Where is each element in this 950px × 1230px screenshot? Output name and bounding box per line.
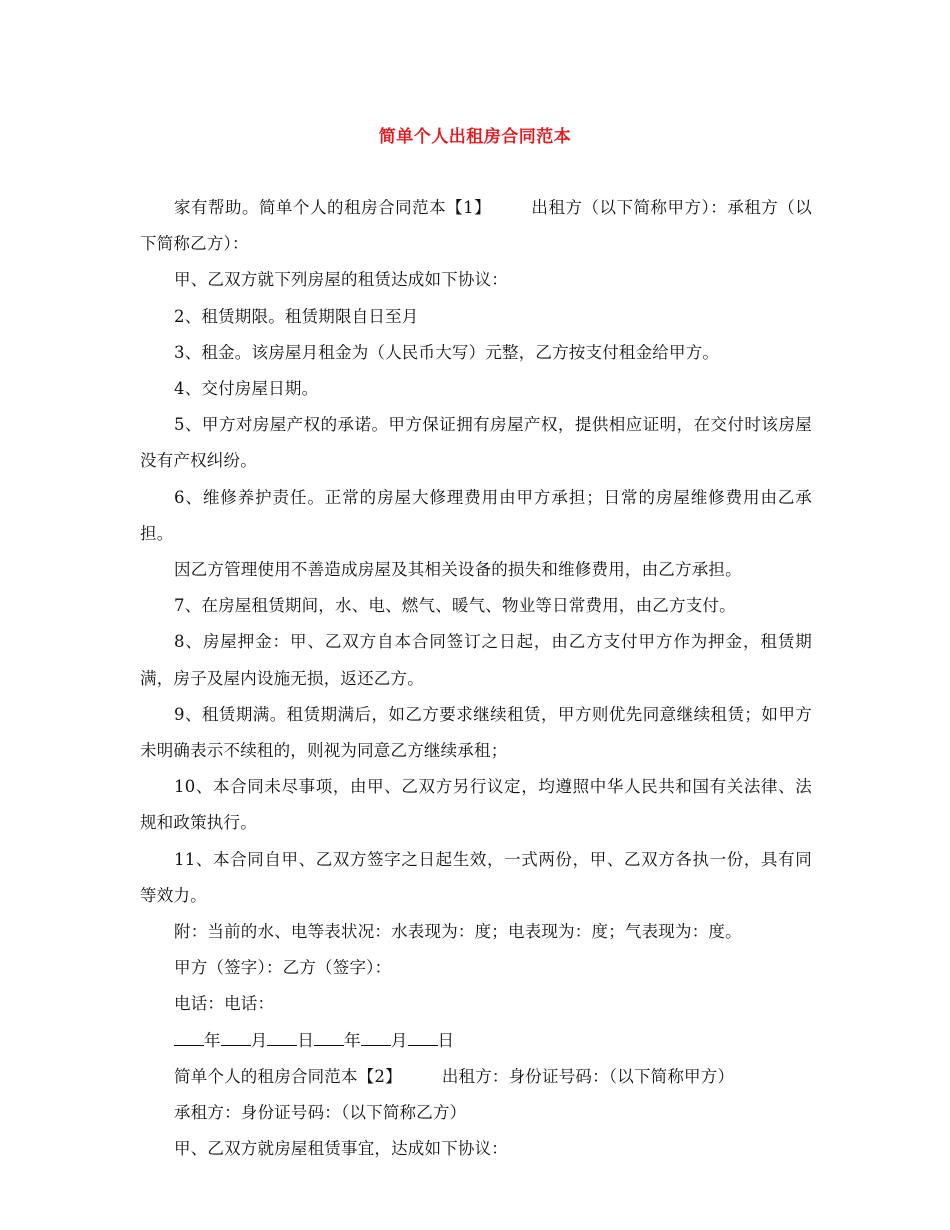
paragraph-delivery-date: 4、交付房屋日期。 [174,379,319,399]
blank-line [174,1029,204,1046]
paragraph-rent: 3、租金。该房屋月租金为（人民币大写）元整，乙方按支付租金给甲方。 [174,342,720,362]
paragraph-expiry: 9、租赁期满。租赁期满后，如乙方要求继续租赁，甲方则优先同意继续租赁；如甲方未明确表示不续租的，则视为同意乙方继续承租； [140,704,812,761]
document-title: 简单个人出租房合同范本 [378,127,572,147]
paragraph-intro [140,190,812,262]
date-year-label: 年 [344,1030,361,1050]
date-month-label: 月 [250,1030,268,1050]
date-day-label: 日 [437,1030,455,1050]
paragraph-dates [140,1023,812,1059]
blank-line [221,1029,251,1046]
date-month-label: 月 [390,1030,408,1050]
paragraph-agreement: 甲、乙双方就下列房屋的租赁达成如下协议： [174,270,508,290]
paragraph-term: 2、租赁期限。租赁期限自日至月 [174,306,419,326]
paragraph-damage: 因乙方管理使用不善造成房屋及其相关设备的损失和维修费用，由乙方承担。 [174,560,742,580]
paragraph-ownership: 5、甲方对房屋产权的承诺。甲方保证拥有房屋产权，提供相应证明，在交付时该房屋没有产权纠纷。 [140,415,812,471]
intro-text: 家有帮助。简单个人的租房合同范本【1】 [174,198,492,217]
paragraph-phones: 电话：电话： [174,994,275,1014]
blank-line [361,1029,391,1046]
blank-line [267,1029,297,1046]
sample-2-heading: 简单个人的租房合同范本【2】 [174,1066,402,1086]
paragraph-agreement-2: 甲、乙双方就房屋租赁事宜，达成如下协议： [174,1139,508,1159]
date-day-label: 日 [297,1030,315,1050]
paragraph-lessee-id: 承租方：身份证号码：（以下简称乙方） [174,1103,467,1123]
paragraph-sample-2 [140,1059,812,1095]
parties-text: 出租方（以下简称甲方）：承租方（以下简称乙方）： [140,198,812,254]
blank-line [314,1029,344,1046]
paragraph-maintenance: 6、维修养护责任。正常的房屋大修理费用由甲方承担；日常的房屋维修费用由乙承担。 [140,487,812,543]
paragraph-meters: 附：当前的水、电等表状况：水表现为：度；电表现为：度；气表现为：度。 [174,922,742,942]
paragraph-signatures: 甲方（签字）：乙方（签字）： [174,958,392,978]
blank-line [408,1029,438,1046]
paragraph-other-matters: 10、本合同未尽事项，由甲、乙双方另行议定，均遵照中华人民共和国有关法律、法规和政策执行。 [140,777,812,833]
paragraph-deposit: 8、房屋押金：甲、乙双方自本合同签订之日起，由乙方支付甲方作为押金，租赁期满，房子及屋内设施无损，返还乙方。 [140,632,812,688]
document-body [140,190,812,1167]
paragraph-utilities: 7、在房屋租赁期间，水、电、燃气、暖气、物业等日常费用，由乙方支付。 [174,596,736,616]
date-year-label: 年 [204,1030,221,1050]
lessor-id-text: 出租方：身份证号码：（以下简称甲方） [441,1066,735,1086]
paragraph-effect: 11、本合同自甲、乙双方签字之日起生效，一式两份，甲、乙双方各执一份，具有同等效力。 [140,849,812,905]
